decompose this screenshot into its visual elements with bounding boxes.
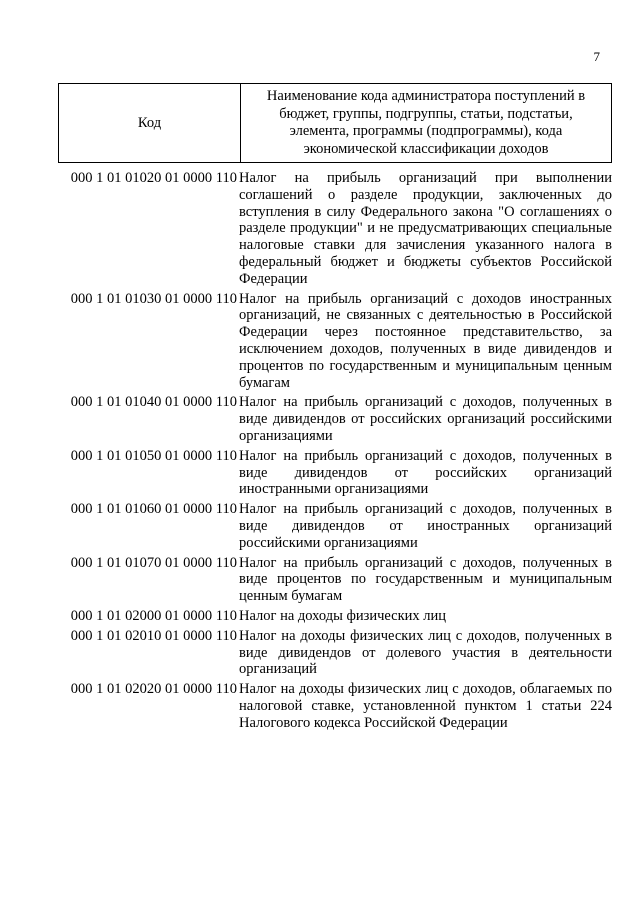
item-description: Налог на доходы физических лиц с доходов, полученных в виде дивидендов от долевого участия в деятельности организаций xyxy=(239,627,612,678)
item-code: 000 1 01 02020 01 0000 110 xyxy=(70,681,237,698)
item-description: Налог на доходы физических лиц xyxy=(239,607,447,624)
item-description: Налог на прибыль организаций с доходов, полученных в виде процентов по государственным и муниципальным ценным бумагам xyxy=(239,554,612,605)
item-description: Налог на доходы физических лиц с доходов, облагаемых по налоговой ставке, установленной пунктом 1 статьи 224 Налогового кодекса Российской Федерации xyxy=(239,681,612,731)
list-item xyxy=(58,501,612,551)
item-code: 000 1 01 01040 01 0000 110 xyxy=(70,394,237,411)
item-code: 000 1 01 01060 01 0000 110 xyxy=(70,501,237,518)
item-code: 000 1 01 01070 01 0000 110 xyxy=(70,554,237,571)
page-number: 7 xyxy=(593,49,600,64)
list-item xyxy=(58,170,612,288)
item-description: Налог на прибыль организаций при выполнении соглашений о разделе продукции, заключенных до вступления в силу Федерального закона "О соглашениях о разделе продукции" и не предусматривающих специальные налоговые ставки для зачисления указанного налога в федеральный бюджет и бюджеты субъектов Российской Федерации xyxy=(239,170,612,287)
item-description: Налог на прибыль организаций с доходов, полученных в виде дивидендов от иностранных организаций российскими организациями xyxy=(239,501,612,551)
item-code: 000 1 01 02010 01 0000 110 xyxy=(70,627,237,644)
list-item xyxy=(58,628,612,678)
classification-list xyxy=(58,170,612,735)
item-description: Налог на прибыль организаций с доходов, полученных в виде дивидендов от российских организаций российскими организациями xyxy=(239,394,612,444)
list-item xyxy=(58,608,612,625)
item-code: 000 1 01 01030 01 0000 110 xyxy=(70,290,237,307)
list-item xyxy=(58,555,612,605)
item-code: 000 1 01 01050 01 0000 110 xyxy=(70,447,237,464)
item-code: 000 1 01 01020 01 0000 110 xyxy=(70,170,237,186)
list-item xyxy=(58,291,612,392)
list-item xyxy=(58,681,612,731)
table-header xyxy=(58,83,612,163)
item-code: 000 1 01 02000 01 0000 110 xyxy=(70,607,237,624)
header-code-column: Код xyxy=(59,84,241,162)
list-item xyxy=(58,448,612,498)
header-name-column: Наименование кода администратора поступлений в бюджет, группы, подгруппы, статьи, подстатьи, элемента, программы (подпрограммы), кода экономической классификации доходов xyxy=(266,88,586,157)
list-item xyxy=(58,394,612,444)
item-description: Налог на прибыль организаций с доходов, полученных в виде дивидендов от российских организаций иностранными организациями xyxy=(239,447,612,498)
item-description: Налог на прибыль организаций с доходов иностранных организаций, не связанных с деятельностью в Российской Федерации через постоянное представительство, за исключением доходов, полученных в виде дивидендов и процентов по государственным и муниципальным ценным бумагам xyxy=(239,290,612,391)
